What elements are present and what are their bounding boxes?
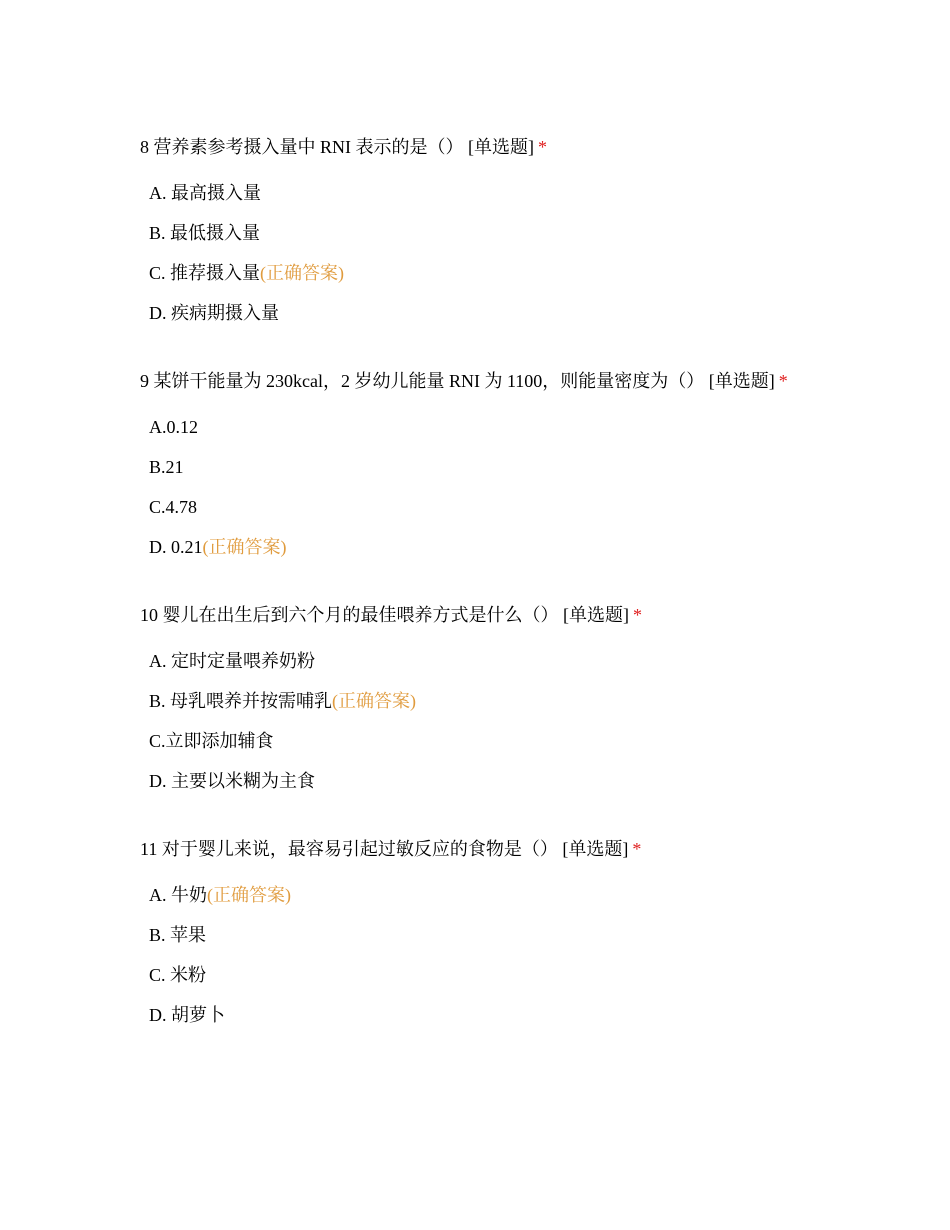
required-mark: * (778, 371, 788, 391)
option-text: C. 推荐摄入量 (149, 263, 261, 283)
required-mark: * (632, 839, 642, 859)
question-title (140, 367, 920, 395)
option-text: C.立即添加辅食 (149, 731, 274, 751)
option-b (149, 921, 920, 949)
option-text: B. 母乳喂养并按需哺乳 (149, 691, 333, 711)
option-b (149, 453, 920, 481)
question-8 (140, 133, 920, 327)
option-text: B. 最低摄入量 (149, 223, 261, 243)
required-mark: * (538, 137, 547, 157)
question-11 (140, 835, 920, 1029)
option-text: A. 定时定量喂养奶粉 (149, 651, 315, 671)
option-text: B.21 (149, 457, 184, 477)
option-text: C. 米粉 (149, 965, 207, 985)
option-c (149, 493, 920, 521)
option-text: A. 最高摄入量 (149, 183, 261, 203)
option-c (149, 259, 920, 287)
option-a (149, 647, 920, 675)
option-d (149, 299, 920, 327)
required-mark: * (633, 605, 642, 625)
option-list (140, 647, 920, 795)
option-b (149, 219, 920, 247)
option-b (149, 687, 920, 715)
option-text: D. 0.21 (149, 537, 203, 557)
option-d (149, 533, 920, 561)
option-a (149, 413, 920, 441)
option-text: D. 疾病期摄入量 (149, 303, 279, 323)
option-list (140, 413, 920, 561)
question-title (140, 835, 920, 863)
correct-answer-label: (正确答案) (202, 537, 287, 557)
option-d (149, 767, 920, 795)
question-list (140, 133, 920, 1069)
option-a (149, 179, 920, 207)
option-c (149, 961, 920, 989)
question-title (140, 133, 920, 161)
option-text: C.4.78 (149, 497, 198, 517)
option-a (149, 881, 920, 909)
question-10 (140, 601, 920, 795)
question-text: 8 营养素参考摄入量中 RNI 表示的是（） [单选题] (140, 137, 534, 157)
option-text: B. 苹果 (149, 925, 207, 945)
option-d (149, 1001, 920, 1029)
question-text: 9 某饼干能量为 230kcal，2 岁幼儿能量 RNI 为 1100，则能量密度为（） [单选题] (140, 371, 775, 391)
option-text: D. 胡萝卜 (149, 1005, 225, 1025)
correct-answer-label: (正确答案) (260, 263, 345, 283)
option-text: D. 主要以米糊为主食 (149, 771, 315, 791)
option-list (140, 881, 920, 1029)
option-list (140, 179, 920, 327)
question-text: 10 婴儿在出生后到六个月的最佳喂养方式是什么（） [单选题] (140, 605, 629, 625)
question-9 (140, 367, 920, 561)
question-text: 11 对于婴儿来说，最容易引起过敏反应的食物是（） [单选题] (140, 839, 629, 859)
correct-answer-label: (正确答案) (332, 691, 417, 711)
question-title (140, 601, 920, 629)
option-text: A.0.12 (149, 417, 198, 437)
option-c (149, 727, 920, 755)
option-text: A. 牛奶 (149, 885, 207, 905)
correct-answer-label: (正确答案) (207, 885, 291, 905)
